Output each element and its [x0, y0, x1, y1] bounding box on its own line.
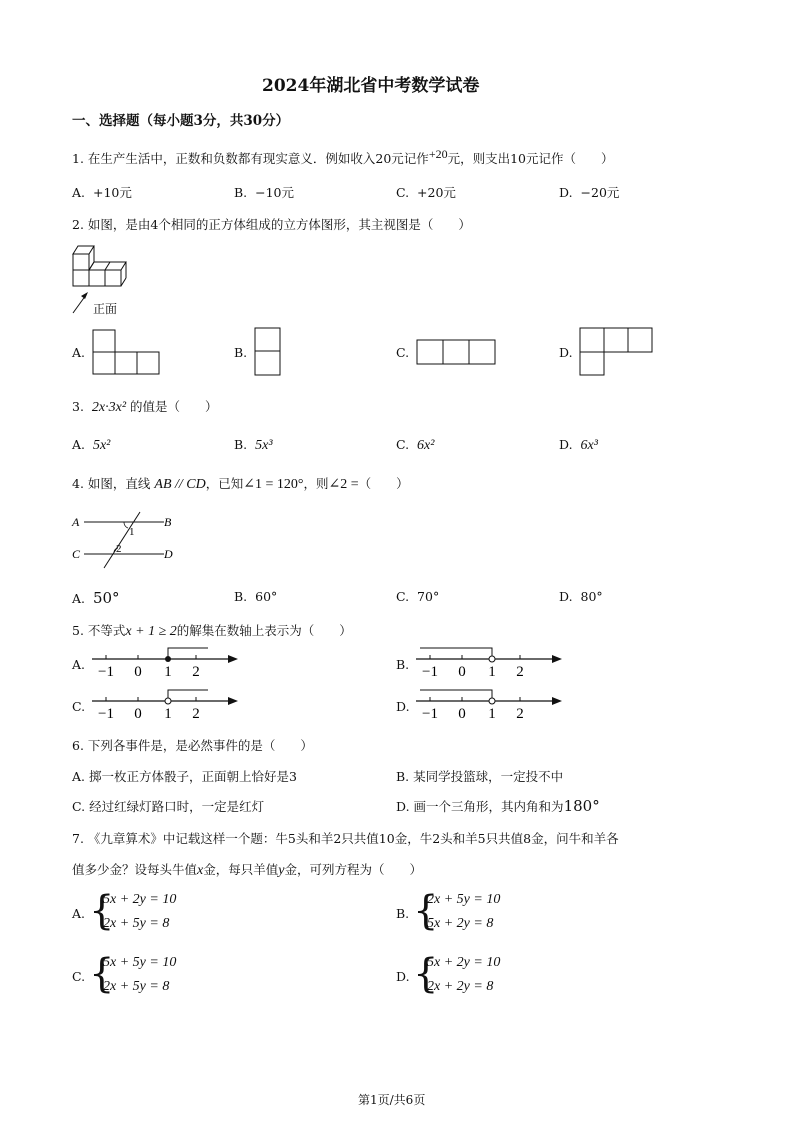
- option-label: A.: [72, 345, 86, 360]
- front-label: 正面: [93, 302, 118, 316]
- tick-label: 2: [192, 664, 200, 678]
- q7-stem-b: 金，每只羊值: [203, 862, 279, 877]
- front-arrow-icon: [73, 292, 88, 313]
- q4-expr-angle2: ∠2 =: [328, 477, 359, 492]
- tick-label: 1: [164, 706, 172, 720]
- q6-option-d[interactable]: [396, 797, 600, 815]
- q5-numberline-d: [414, 686, 568, 720]
- q7-var-y: y: [278, 863, 285, 878]
- q7-stem-c: 金，可列方程为（ ）: [284, 862, 422, 877]
- option-label: C.: [396, 185, 410, 200]
- option-label: B.: [234, 185, 248, 200]
- q6-option-b[interactable]: [396, 767, 563, 785]
- solution-ray: [420, 690, 492, 701]
- option-label: B.: [234, 437, 248, 452]
- arrow-icon: [228, 655, 238, 663]
- arrow-icon: [228, 697, 238, 705]
- option-label: D.: [396, 969, 410, 984]
- q4-option-b[interactable]: [234, 589, 277, 604]
- option-label: C.: [72, 969, 86, 984]
- q5-option-b[interactable]: [396, 657, 409, 672]
- option-label: D.: [396, 699, 410, 714]
- endpoint-dot: [165, 698, 171, 704]
- q7-a-eq1: 5x + 2y = 10: [103, 892, 177, 907]
- q4-expr-angle1: ∠1 = 120°: [243, 477, 304, 492]
- q4-option-d[interactable]: [559, 589, 603, 604]
- option-label: B.: [396, 657, 410, 672]
- option-text: 6x³: [580, 438, 598, 453]
- q5-numberline-b: [414, 644, 568, 678]
- q3-option-c[interactable]: [396, 437, 434, 454]
- label-D: D: [164, 547, 173, 561]
- option-label: B.: [396, 906, 410, 921]
- option-label: A.: [72, 185, 86, 200]
- option-label: B.: [396, 769, 410, 784]
- q1-stem-b: 元，则支出10元记作（ ）: [447, 151, 614, 167]
- q7-option-c[interactable]: [72, 969, 85, 984]
- q7-brace-d: {: [413, 951, 439, 997]
- tick-label: 1: [488, 706, 496, 720]
- q5-option-d[interactable]: [396, 699, 410, 714]
- q2-option-c-figure: [416, 339, 498, 366]
- q7-d-eq2: 2x + 2y = 8: [427, 979, 494, 994]
- question-4: [72, 474, 409, 493]
- q7-b-eq2: 5x + 2y = 8: [427, 916, 494, 931]
- option-text: +20元: [417, 185, 456, 200]
- option-label: C.: [396, 589, 410, 604]
- q4-stem-b: ，已知: [205, 476, 244, 491]
- q2-option-d[interactable]: [559, 345, 573, 360]
- q7-brace-b: {: [413, 888, 439, 934]
- q5-stem-a: 5. 不等式: [72, 623, 126, 638]
- option-label: A.: [72, 906, 86, 921]
- option-extra: 180°: [563, 797, 600, 815]
- q3-option-d[interactable]: [559, 437, 598, 454]
- q2-option-d-figure: [579, 327, 655, 377]
- tick-label: 0: [134, 706, 142, 720]
- q7-d-eq1: 5x + 2y = 10: [427, 955, 501, 970]
- q7-option-d[interactable]: [396, 969, 410, 984]
- q2-option-a[interactable]: [72, 345, 85, 360]
- question-7-line-1: 7. 《九章算术》中记载这样一个题：牛5头和羊2只共值10金，牛2头和羊5只共值8金，问牛和羊各: [72, 831, 619, 846]
- q1-option-d[interactable]: [559, 183, 619, 201]
- q7-a-eq2: 2x + 5y = 8: [103, 916, 170, 931]
- tick-label: 1: [488, 664, 496, 678]
- solution-ray: [168, 690, 208, 701]
- q4-option-a[interactable]: [72, 589, 120, 607]
- option-label: D.: [559, 185, 573, 200]
- tick-label: −1: [422, 664, 438, 678]
- q3-stem: 的值是（ ）: [130, 399, 218, 414]
- solution-ray: [420, 648, 492, 659]
- q5-option-a[interactable]: [72, 657, 85, 672]
- option-label: C.: [72, 799, 86, 814]
- endpoint-dot: [489, 698, 495, 704]
- q2-option-b-figure: [254, 327, 282, 377]
- tick-label: 0: [134, 664, 142, 678]
- tick-label: 2: [192, 706, 200, 720]
- q1-stem-a: 1. 在生产生活中，正数和负数都有现实意义．例如收入20元记作: [72, 151, 429, 167]
- option-text: 80°: [580, 589, 603, 604]
- q2-option-b[interactable]: [234, 345, 247, 360]
- option-text: +10元: [92, 185, 132, 200]
- label-angle-1: 1: [129, 526, 135, 538]
- q7-stem-a: 值多少金？设每头牛值: [72, 862, 198, 877]
- option-label: D.: [559, 437, 573, 452]
- question-5: [72, 621, 352, 640]
- endpoint-dot: [165, 656, 171, 662]
- tick-label: 2: [516, 664, 524, 678]
- q7-c-eq1: 5x + 5y = 10: [103, 955, 177, 970]
- q7-option-a[interactable]: [72, 906, 85, 921]
- solution-ray: [168, 648, 208, 659]
- question-6: 6. 下列各事件是，是必然事件的是（ ）: [72, 738, 313, 753]
- q3-expression: 2x·3x²: [91, 400, 127, 415]
- q5-option-c[interactable]: [72, 699, 85, 714]
- q7-option-b[interactable]: [396, 906, 409, 921]
- option-label: A.: [72, 769, 86, 784]
- arrow-icon: [552, 655, 562, 663]
- option-label: A.: [72, 657, 86, 672]
- tick-label: −1: [98, 664, 114, 678]
- q5-stem-b: 的解集在数轴上表示为（ ）: [176, 623, 352, 638]
- q1-option-c[interactable]: [396, 183, 456, 201]
- q3-option-a[interactable]: [72, 437, 110, 454]
- option-text: 60°: [255, 589, 278, 604]
- question-3: [72, 397, 218, 416]
- question-1: [72, 147, 614, 167]
- q3-number: 3.: [72, 399, 84, 414]
- option-text: −10元: [255, 185, 295, 200]
- option-label: B.: [234, 589, 248, 604]
- option-text: 画一个三角形，其内角和为: [413, 799, 564, 814]
- option-label: B.: [234, 345, 248, 360]
- q7-brace-c: {: [89, 951, 115, 997]
- label-angle-2: 2: [116, 543, 122, 555]
- q2-option-c[interactable]: [396, 345, 409, 360]
- q4-stem-d: （ ）: [358, 476, 409, 491]
- page-title: 2024年湖北省中考数学试卷: [262, 76, 480, 96]
- arrow-icon: [552, 697, 562, 705]
- q6-option-a[interactable]: [72, 767, 297, 785]
- option-label: C.: [72, 699, 86, 714]
- option-text: 掷一枚正方体骰子，正面朝上恰好是3: [89, 769, 297, 784]
- option-text: 6x²: [417, 438, 435, 453]
- tick-label: 0: [458, 706, 466, 720]
- section-heading: 一、选择题（每小题3分，共30分）: [72, 113, 290, 129]
- q1-option-a[interactable]: [72, 183, 132, 201]
- q7-c-eq2: 2x + 5y = 8: [103, 979, 170, 994]
- q6-option-c[interactable]: [72, 797, 264, 815]
- q4-stem-c: ，则: [303, 476, 329, 491]
- q1-option-b[interactable]: [234, 183, 294, 201]
- question-2: 2. 如图，是由4个相同的正方体组成的立方体图形，其主视图是（ ）: [72, 217, 471, 232]
- page-footer: 第1页/共6页: [358, 1093, 426, 1107]
- q5-numberline-a: [90, 644, 244, 678]
- label-B: B: [164, 515, 172, 529]
- q7-var-x: x: [197, 863, 204, 878]
- q5-numberline-c: [90, 686, 244, 720]
- option-text: 5x³: [255, 438, 273, 453]
- q7-b-eq1: 2x + 5y = 10: [427, 892, 501, 907]
- q4-stem-a: 4. 如图，直线: [72, 476, 151, 491]
- question-7-line-2: [72, 860, 422, 879]
- q4-expr-parallel: AB // CD: [154, 477, 206, 492]
- option-text: 50°: [92, 589, 120, 607]
- option-label: D.: [396, 799, 410, 814]
- q7-brace-a: {: [89, 888, 115, 934]
- tick-label: −1: [422, 706, 438, 720]
- option-text: 5x²: [92, 438, 111, 453]
- tick-label: 2: [516, 706, 524, 720]
- q1-value: +20: [428, 147, 448, 161]
- tick-label: 1: [164, 664, 172, 678]
- option-text: −20元: [580, 185, 620, 200]
- parallel-lines-figure: [68, 508, 183, 570]
- option-label: D.: [559, 589, 573, 604]
- tick-label: 0: [458, 664, 466, 678]
- label-C: C: [72, 547, 81, 561]
- q5-expression: x + 1 ≥ 2: [125, 624, 177, 639]
- option-label: C.: [396, 345, 410, 360]
- q4-option-c[interactable]: [396, 589, 439, 604]
- endpoint-dot: [489, 656, 495, 662]
- option-label: C.: [396, 437, 410, 452]
- label-A: A: [72, 515, 80, 529]
- option-text: 70°: [417, 589, 440, 604]
- q2-option-a-figure: [92, 329, 162, 375]
- option-text: 经过红绿灯路口时，一定是红灯: [89, 799, 265, 814]
- option-label: D.: [559, 345, 573, 360]
- q3-option-b[interactable]: [234, 437, 273, 454]
- tick-label: −1: [98, 706, 114, 720]
- option-text: 某同学投篮球，一定投不中: [413, 769, 564, 784]
- option-label: A.: [72, 437, 86, 452]
- option-label: A.: [72, 591, 86, 606]
